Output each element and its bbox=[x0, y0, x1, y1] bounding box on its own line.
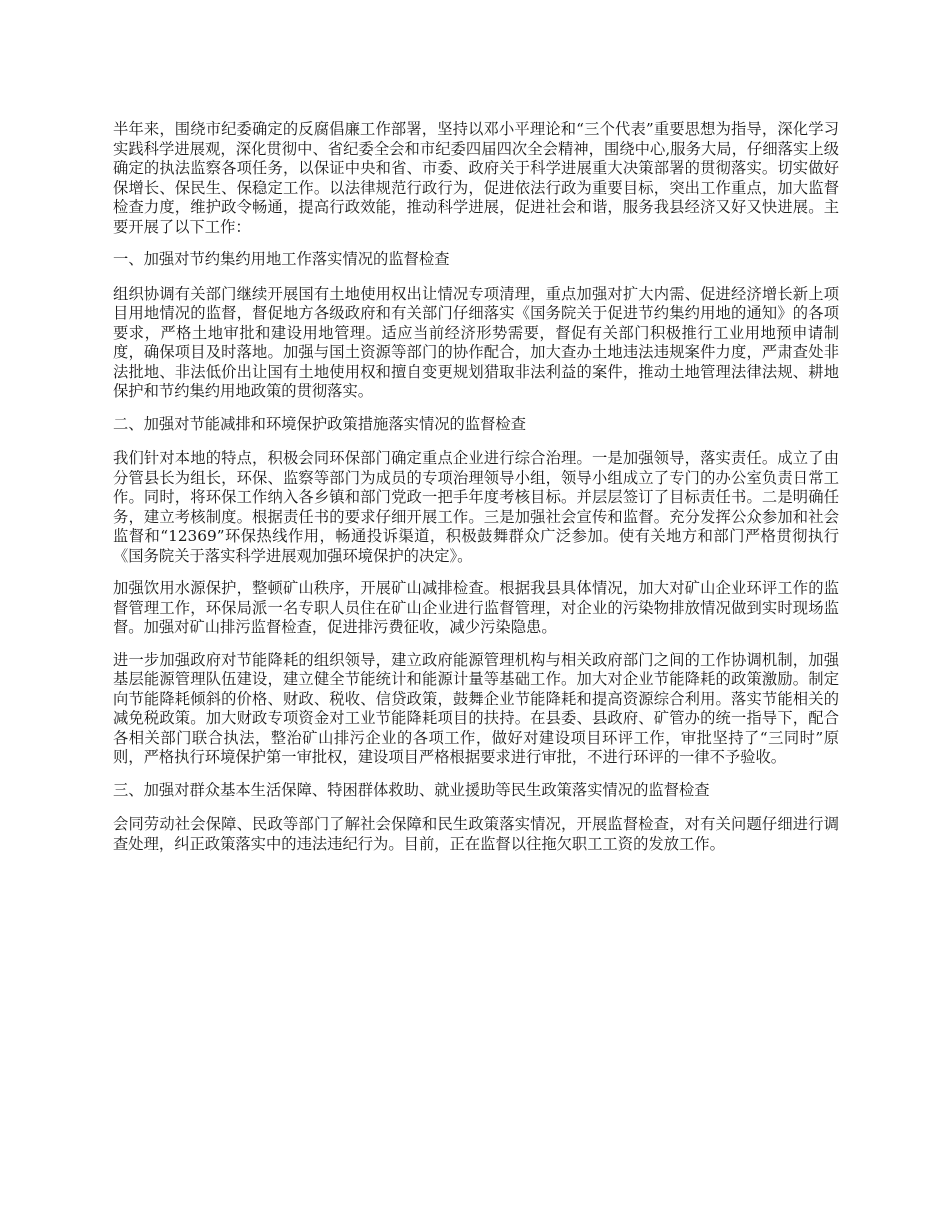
section-1-paragraph: 组织协调有关部门继续开展国有土地使用权出让情况专项清理，重点加强对扩大内需、促进经济增长新上项目用地情况的监督，督促地方各级政府和有关部门仔细落实《国务院关于促进节约集约用地的通知》的各项要求，严格土地审批和建设用地管理。适应当前经济形势需要，督促有关部门积极推行工业用地预申请制度，确保项目及时落地。加强与国土资源等部门的协作配合，加大查办土地违法违规案件力度，严肃查处非法批地、非法低价出让国有土地使用权和擅自变更规划猎取非法利益的案件，推动土地管理法律法规、耕地保护和节约集约用地政策的贯彻落实。 bbox=[113, 284, 839, 400]
section-heading-3: 三、加强对群众基本生活保障、特困群体救助、就业援助等民生政策落实情况的监督检查 bbox=[113, 780, 710, 799]
section-2-paragraph-2: 加强饮用水源保护，整顿矿山秩序，开展矿山减排检查。根据我县具体情况，加大对矿山企业环评工作的监督管理工作，环保局派一名专职人员住在矿山企业进行监督管理，对企业的污染物排放情况做到实时现场监督。加强对矿山排污监督检查，促进排污费征收，减少污染隐患。 bbox=[113, 579, 839, 636]
section-3-paragraph: 会同劳动社会保障、民政等部门了解社会保障和民生政策落实情况，开展监督检查，对有关问题仔细进行调查处理，纠正政策落实中的违法违纪行为。目前，正在监督以往拖欠职工工资的发放工作。 bbox=[113, 815, 839, 853]
intro-paragraph: 半年来，围绕市纪委确定的反腐倡廉工作部署，坚持以邓小平理论和“三个代表”重要思想为指导，深化学习实践科学进展观，深化贯彻中、省纪委全会和市纪委四届四次全会精神，围绕中心,服务大局，仔细落实上级确定的执法监察各项任务，以保证中央和省、市委、政府关于科学进展重大决策部署的贯彻落实。切实做好保增长、保民生、保稳定工作。以法律规范行政行为，促进依法行政为重要目标，突出工作重点，加大监督检查力度，维护政令畅通，提高行政效能，推动科学进展，促进社会和谐，服务我县经济又好又快进展。主要开展了以下工作： bbox=[113, 120, 839, 236]
section-heading-1: 一、加强对节约集约用地工作落实情况的监督检查 bbox=[113, 250, 450, 268]
section-heading-2: 二、加强对节能减排和环境保护政策措施落实情况的监督检查 bbox=[113, 414, 527, 433]
section-2-paragraph-1: 我们针对本地的特点，积极会同环保部门确定重点企业进行综合治理。一是加强领导，落实责任。成立了由分管县长为组长，环保、监察等部门为成员的专项治理领导小组，领导小组成立了专门的办公室负责日常工作。同时，将环保工作纳入各乡镇和部门党政一把手年度考核目标。并层层签订了目标责任书。二是明确任务，建立考核制度。根据责任书的要求仔细开展工作。三是加强社会宣传和监督。充分发挥公众参加和社会监督和“12369”环保热线作用，畅通投诉渠道，积极鼓舞群众广泛参加。使有关地方和部门严格贯彻执行《国务院关于落实科学进展观加强环境保护的决定》。 bbox=[113, 449, 839, 565]
section-2-paragraph-3: 进一步加强政府对节能降耗的组织领导，建立政府能源管理机构与相关政府部门之间的工作协调机制，加强基层能源管理队伍建设，建立健全节能统计和能源计量等基础工作。加大对企业节能降耗的政策激励。制定向节能降耗倾斜的价格、财政、税收、信贷政策，鼓舞企业节能降耗和提高资源综合利用。落实节能相关的减免税政策。加大财政专项资金对工业节能降耗项目的扶持。在县委、县政府、矿管办的统一指导下，配合各相关部门联合执法，整治矿山排污企业的各项工作，做好对建设项目环评工作，审批坚持了“三同时”原则，严格执行环境保护第一审批权，建设项目严格根据要求进行审批，不进行环评的一律不予验收。 bbox=[113, 650, 839, 766]
document-body bbox=[113, 120, 839, 867]
